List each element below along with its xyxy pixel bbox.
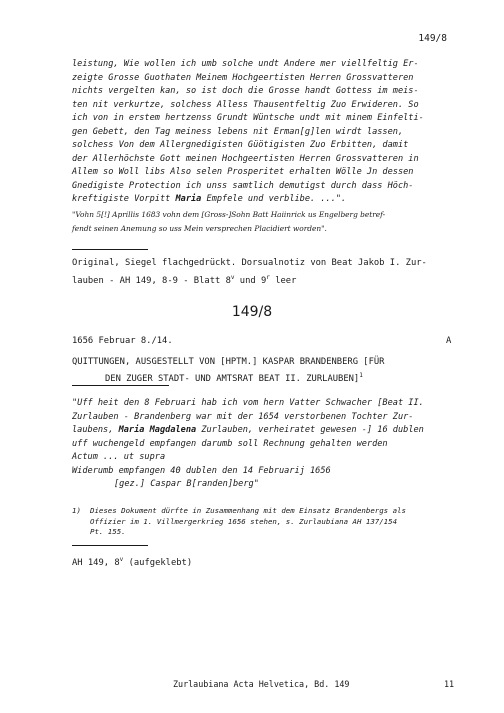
bold-name: Maria [175,194,202,204]
document-number-heading: 149/8 [231,304,273,320]
text-line: "Uff heit den 8 Februari hab ich vom hern Vatter Schwacher [Beat II. [72,398,424,408]
superscript: v [230,274,235,281]
superscript: r [266,274,270,281]
text-run: AH 149, 8 [72,557,120,568]
footnote-marker: 1) [72,506,81,515]
text-line: [gez.] Caspar B[randen]berg" [114,479,259,489]
footnote-reference: 1 [359,372,363,379]
text-line: Gnedigiste Protection ich unss samtlich demutigst durch dass Höch- [72,180,414,191]
footnote-line: Pt. 155. [90,527,126,536]
text-line [72,193,462,207]
divider-rule [72,545,148,546]
divider-rule [72,385,169,386]
text-line: leistung, Wie wollen ich umb solche undt Andere mer viellfeltig Er- [72,59,419,69]
text-run: kreftigiste Vorpitt [72,194,176,204]
document-source [72,553,192,570]
footnote-line: Dieses Dokument dürfte in Zusammenhang mit dem Einsatz Brandenbergs als [90,506,406,515]
document-letter: A [446,336,452,346]
handwritten-note-line: "Vohn 5[!] Aprillis 1683 vohn dem [Gross-]Sohn Batt Haiinrick us Engelberg betref- [72,210,386,219]
text-run: (aufgeklebt) [123,557,193,568]
page-number-header: 149/8 [418,33,447,44]
text-line: Actum ... ut supra [72,452,166,462]
text-line: Zurlauben - Brandenberg war mit der 1654 verstorbenen Tochter Zur- [72,411,414,422]
text-line: zeigte Grosse Guothaten Meinem Hochgeertisten Herren Grossvatteren [72,72,414,83]
text-line: uff wuchengeld empfangen darumb soll Rechnung gehalten werden [72,438,388,449]
footer-page-number: 11 [444,679,455,689]
previous-document-text [72,58,462,207]
bold-name: Maria Magdalena [118,425,197,435]
text-run: und 9 [234,275,267,286]
footer-title: Zurlaubiana Acta Helvetica, Bd. 149 [173,679,350,689]
text-run: leer [269,275,297,286]
text-line: gen Gebett, den Tag meiness lebens nit Erman[g]len wirdt lassen, [72,126,404,137]
document-title-line: QUITTUNGEN, AUSGESTELLT VON [HPTM.] KASPAR BRANDENBERG [FÜR [72,357,385,367]
source-note-line [72,271,296,288]
text-line [72,424,462,438]
document-title-line [105,369,363,386]
text-run: laubens, [72,425,119,435]
text-line: Widerumb empfangen 40 dublen den 14 Februarij 1656 [72,465,331,476]
superscript: v [119,556,124,563]
text-run: Zurlauben, verheiratet gewesen -] 16 dublen [196,425,424,435]
text-line: solchess Von dem Allergnedigisten Güötigisten Zuo Erbitten, damit [72,140,409,150]
footnote-line: Offizier im 1. Villmergerkrieg 1656 stehen, s. Zurlaubiana AH 137/154 [90,516,398,526]
text-line: Allem so Woll libs Also selen Prosperitet erhalten Wölle Jn dessen [72,167,414,177]
text-run: lauben - AH 149, 8-9 - Blatt 8 [72,275,231,286]
handwritten-note-line: fendt seinen Anemung so uss Mein versprechen Placidiert worden". [72,224,327,233]
text-run: Empfele und verblibe. ...". [201,194,347,204]
text-line: der Allerhöchste Gott meinen Hochgeertisten Herren Grossvatteren in [72,153,419,164]
text-run: DEN ZUGER STADT- UND AMTSRAT BEAT II. ZURLAUBEN] [105,373,360,384]
divider-rule [72,249,148,250]
document-date: 1656 Februar 8./14. [72,336,173,346]
text-line: nichts vergelten kan, so ist doch die Grosse handt Gottess im meis- [72,86,419,96]
text-line: ich von in erstem hertzenss Grundt Wüntsche undt mit minem Einfelti- [72,113,424,123]
source-note-line: Original, Siegel flachgedrückt. Dorsualnotiz von Beat Jakob I. Zur- [72,258,427,268]
text-line: ten nit verkurtze, solchess Alless Thausentfeltig Zuo Erwideren. So [72,99,419,110]
quote-text [72,397,462,492]
